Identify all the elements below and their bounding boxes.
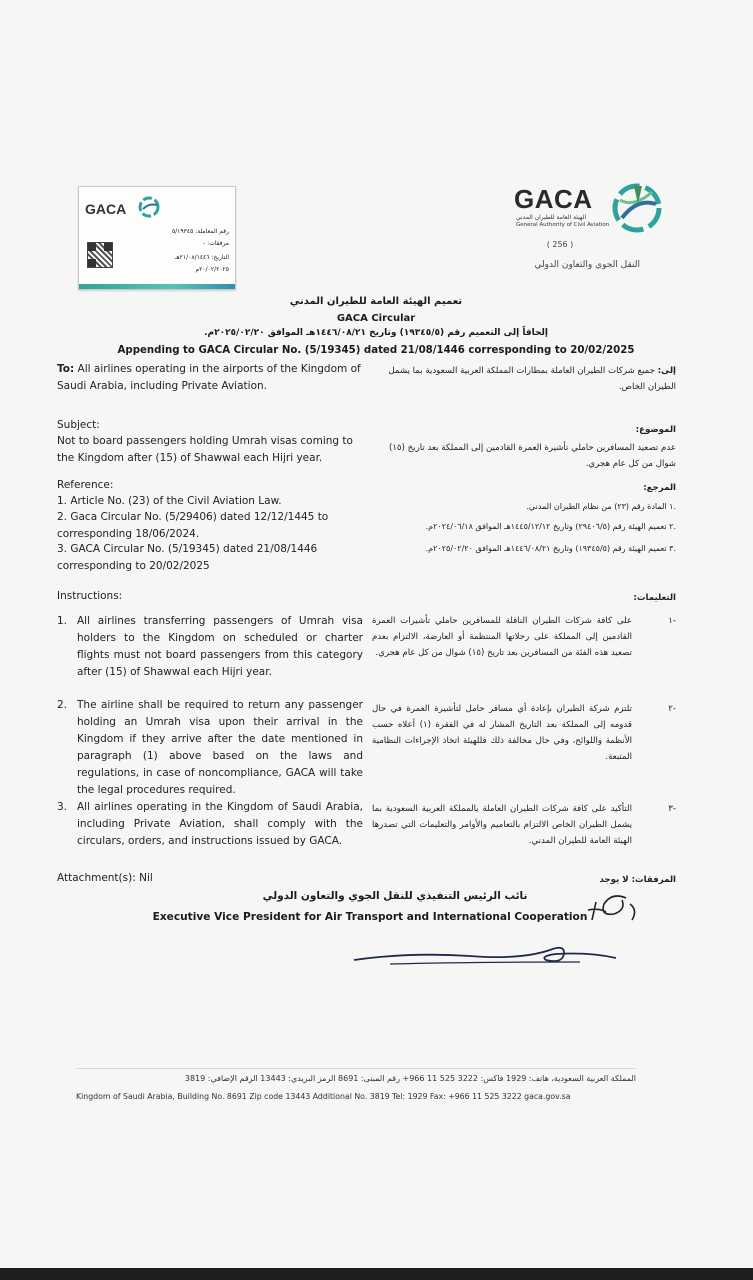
subject-label: Subject: <box>57 419 100 431</box>
attachments-english: Attachment(s): Nil <box>57 872 153 884</box>
title-english: GACA Circular <box>336 313 416 324</box>
registry-stamp <box>78 186 236 290</box>
instruction-ar-1-number: -١ <box>668 616 676 626</box>
signatory-title-arabic: نائب الرئيس التنفيذي للنقل الجوي والتعاون الدولي <box>262 890 528 902</box>
attachments-arabic: المرفقات: لا يوجد <box>599 875 676 885</box>
signatory-title-english: Executive Vice President for Air Transport and International Cooperation <box>152 911 588 923</box>
reference-item-ar-1: .١ المادة رقم (٢٣) من نظام الطيران المدني. <box>526 502 676 511</box>
subject-text: Not to board passengers holding Umrah visas coming to the Kingdom after (15) of Shawwal each Hijri year. <box>57 435 353 464</box>
footer-arabic: المملكة العربية السعودية، هاتف: 1929 فاكس: 3222 525 11 966+ رقم المبنى: 8691 الرمز البريدي: 13443 الرقم الإضافي: 3819 <box>184 1074 636 1083</box>
title-arabic: تعميم الهيئة العامة للطيران المدني <box>289 296 463 307</box>
to-text: All airlines operating in the airports of the Kingdom of Saudi Arabia, including Private Aviation. <box>57 363 361 392</box>
reference-item-2: 2. Gaca Circular No. (5/29406) dated 12/12/1445 to corresponding 18/06/2024. <box>57 511 329 540</box>
reference-item-3: 3. GACA Circular No. (5/19345) dated 21/08/1446 corresponding to 20/02/2025 <box>57 543 318 572</box>
stamp-line-1: رقم المعاملة: ٥/١٩٣٤٥ <box>171 228 229 235</box>
instruction-2-number: 2. <box>57 699 68 711</box>
department-name: النقل الجوي والتعاون الدولي <box>534 260 640 270</box>
gaca-logo-english: General Authority of Civil Aviation <box>516 222 610 228</box>
append-english: Appending to GACA Circular No. (5/19345) dated 21/08/1446 corresponding to 20/02/2025 <box>117 345 635 356</box>
reference-label-ar: المرجع: <box>643 483 676 493</box>
instruction-3-number: 3. <box>57 801 68 813</box>
stamp-line-4: ٢٠/٠٢/٢٠٢٥م <box>195 266 229 273</box>
reference-item-1: 1. Article No. (23) of the Civil Aviation Law. <box>57 495 282 507</box>
gaca-logo-text: GACA <box>514 184 593 214</box>
handwritten-signature <box>350 938 620 972</box>
to-label-ar: إلى: <box>657 366 676 376</box>
circular-ref-number: ( 256 ) <box>546 240 574 249</box>
reference-item-ar-3: .٣ تعميم الهيئة رقم (١٩٣٤٥/٥) وتاريخ ١٤٤٦/٠٨/٢١هـ الموافق ٢٠٢٥/٠٢/٢٠م. <box>425 544 676 553</box>
instruction-ar-1-text: على كافة شركات الطيران الناقلة للمسافرين حاملي تأشيرات العمرة القادمين إلى المملكة على رحلاتها المنتظمة أو العارضة، الالتزام بعدم تصعيد هذه الفئة من المسافرين بعد تاريخ (١٥) شوال من كل عام هجري. <box>372 616 632 658</box>
qr-code <box>87 242 113 268</box>
instruction-1-number: 1. <box>57 615 68 627</box>
instruction-ar-2-number: -٢ <box>668 704 676 714</box>
to-arabic <box>372 363 676 395</box>
footer-divider <box>76 1068 636 1069</box>
reference-item-ar-2: .٢ تعميم الهيئة رقم (٢٩٤٠٦/٥) وتاريخ ١٤٤٥/١٢/١٢هـ الموافق ٢٠٢٤/٠٦/١٨م. <box>425 522 676 531</box>
signature-mark <box>582 890 642 928</box>
subject-text-ar: عدم تصعيد المسافرين حاملي تأشيرة العمرة القادمين إلى المملكة بعد تاريخ (١٥) شوال من كل عام هجري. <box>388 443 676 469</box>
footer-english: Kingdom of Saudi Arabia, Building No. 8691 Zip code 13443 Additional No. 3819 Tel: 1929 Fax: +966 11 525 3222 gaca.gov.sa <box>76 1092 571 1101</box>
to-label: To: <box>57 363 75 375</box>
instruction-ar-3-text: التأكيد على كافة شركات الطيران العاملة بالمملكة العربية السعودية بما يشمل الطيران الخاص الالتزام بالتعاميم والأوامر والتعليمات التي تصدرها الهيئة العامة للطيران المدني. <box>372 804 632 846</box>
stamp-color-bar <box>79 284 235 289</box>
reference-label: Reference: <box>57 479 114 491</box>
stamp-line-2: مرفقات: - <box>203 240 229 247</box>
instruction-ar-3-number: -٣ <box>668 804 676 814</box>
instruction-1-text: All airlines transferring passengers of Umrah visa holders to the Kingdom on scheduled or charter flights must not board passengers from this category after (15) of Shawwal each Hijri year. <box>77 615 363 678</box>
stamp-logo-text: GACA <box>85 201 127 217</box>
gaca-emblem-icon <box>612 178 662 240</box>
instruction-ar-2-text: تلتزم شركة الطيران بإعادة أي مسافر حامل لتأشيرة العمرة في حال قدومه إلى المملكة بعد التاريخ المشار له في الفقرة (١) أعلاه حسب الأنظمة واللوائح، وفي حال مخالفة ذلك فللهيئة اتخاذ الإجراءات النظامية المتبعة. <box>372 704 632 762</box>
gaca-logo-arabic: الهيئة العامة للطيران المدني <box>516 214 587 221</box>
append-arabic: إلحاقاً إلى التعميم رقم (١٩٣٤٥/٥) وتاريخ ١٤٤٦/٠٨/٢١هـ الموافق ٢٠٢٥/٠٢/٢٠م. <box>204 328 548 338</box>
instruction-2-text: The airline shall be required to return any passenger holding an Umrah visa upon their arrival in the Kingdom if they arrive after the date mentioned in paragraph (1) above based on the laws and regulations, in case of noncompliance, GACA will take the legal procedures required. <box>77 699 363 796</box>
stamp-emblem-icon <box>137 195 161 219</box>
subject-label-ar: الموضوع: <box>635 425 676 435</box>
to-english <box>57 361 363 395</box>
stamp-line-3: التاريخ: ٢١/٠٨/١٤٤٦هـ <box>174 254 229 261</box>
instructions-label: Instructions: <box>57 590 123 602</box>
to-text-ar: جميع شركات الطيران العاملة بمطارات المملكة العربية السعودية بما يشمل الطيران الخاص. <box>388 366 676 392</box>
gaca-logo <box>514 178 664 240</box>
instruction-3-text: All airlines operating in the Kingdom of Saudi Arabia, including Private Aviation, shall comply with the circulars, orders, and instructions issued by GACA. <box>77 801 363 847</box>
instructions-label-ar: التعليمات: <box>633 593 676 603</box>
